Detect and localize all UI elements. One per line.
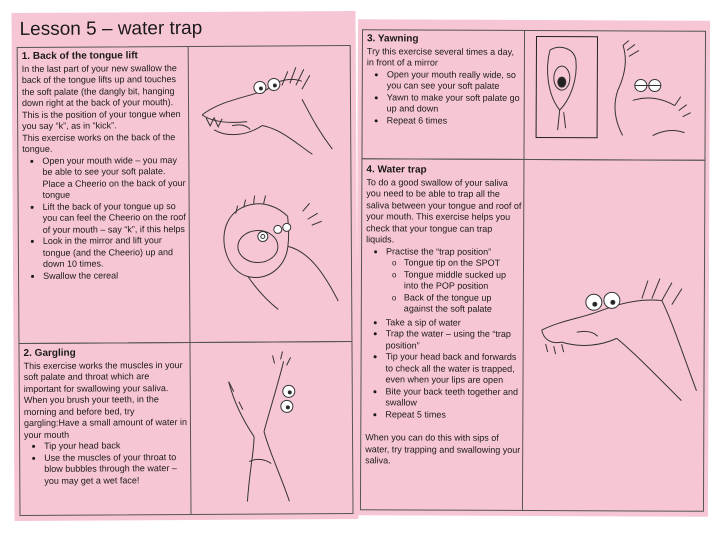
- left-page: [11, 11, 358, 521]
- list-item: • Take a sip of water: [386, 317, 522, 329]
- creature-tongue-lift-illustration: [192, 59, 343, 160]
- list-item: [386, 246, 522, 316]
- list-item: • Swallow the cereal: [43, 269, 189, 281]
- section-1-intro: In the last part of your new swallow the back of the tongue lifts up and touches the soft palate (the dangly bit, hanging down right at the back of your mouth). This is the position of your tongue when you say “k”, as in “kick”.: [21, 62, 181, 131]
- open-mouth-cheerio-illustration: [208, 191, 349, 312]
- list-item: • Yawn to make your soft palate go up and down: [387, 92, 523, 116]
- list-item: • Open your mouth wide – you may be able to see your soft palate. Place a Cheerio on the back of your tongue: [42, 154, 188, 201]
- yawning-mouth-illustration: [540, 40, 596, 136]
- list-item: • Repeat 5 times: [385, 409, 521, 421]
- list-item: o Back of the tongue up against the soft palate: [404, 292, 522, 316]
- list-item: • Repeat 6 times: [387, 115, 523, 127]
- section-1-note: This exercise works on the back of the tongue.: [22, 131, 176, 154]
- section-2-bullets: [24, 440, 188, 487]
- page-title: Lesson 5 – water trap: [19, 17, 203, 41]
- right-page: [356, 19, 710, 517]
- section-4-text: [365, 164, 522, 467]
- list-item: • Tip your head back: [44, 440, 188, 452]
- list-item: • Lift the back of your tongue up so you can feel the Cheerio on the roof of your mouth – say “k”, if this helps: [43, 200, 189, 235]
- list-item: o Tongue tip on the SPOT: [404, 257, 522, 269]
- list-item: • Tip your head back and forwards to check all the water is trapped, even when your lips are open: [385, 351, 521, 386]
- gargling-creature-illustration: [209, 351, 330, 502]
- yawning-creature-illustration: [603, 40, 703, 140]
- section-3-text: [367, 33, 523, 127]
- list-item: • Open your mouth really wide, so you can see your soft palate: [387, 69, 523, 93]
- list-item: • Use the muscles of your throat to blow bubbles through the water – you may get a wet face!: [44, 451, 188, 486]
- section-3-intro: Try this exercise several times a day, in front of a mirror: [366, 45, 515, 68]
- section-4-heading: 4. Water trap: [366, 164, 427, 176]
- list-item: • Look in the mirror and lift your tongue (and the Cheerio) up and down 10 times.: [43, 235, 189, 270]
- section-4-bullets: [365, 317, 521, 421]
- section-1-heading: 1. Back of the tongue lift: [21, 50, 138, 62]
- section-2-heading: 2. Gargling: [23, 347, 76, 359]
- section-3-heading: 3. Yawning: [366, 33, 419, 45]
- section-4-practise: [366, 246, 522, 316]
- section-4-closing: When you can do this with sips of water, try trapping and swallowing your saliva.: [365, 432, 521, 466]
- practise-label: Practise the “trap position”: [386, 245, 492, 257]
- section-3-bullets: [367, 69, 523, 127]
- list-item: o Tongue middle sucked up into the POP position: [404, 269, 522, 293]
- trap-position-steps: [386, 257, 522, 315]
- section-1-bullets: [22, 154, 189, 282]
- section-4-intro: To do a good swallow of your saliva you need to be able to trap all the saliva between your tongue and roof of your mouth. This exercise helps you check that your tongue can trap liquids.: [366, 176, 522, 245]
- list-item: • Bite your back teeth together and swallow: [385, 386, 521, 410]
- section-2-text: [23, 347, 188, 487]
- section-2-intro: This exercise works the muscles in your soft palate and throat which are important for swallowing your saliva. When you brush your teeth, in the morning and before bed, try gargling:Have a small amount of water in your mouth: [23, 359, 188, 440]
- list-item: • Trap the water – using the “trap position”: [386, 328, 522, 352]
- section-1-text: [22, 50, 189, 282]
- water-trap-creature-illustration: [531, 260, 702, 411]
